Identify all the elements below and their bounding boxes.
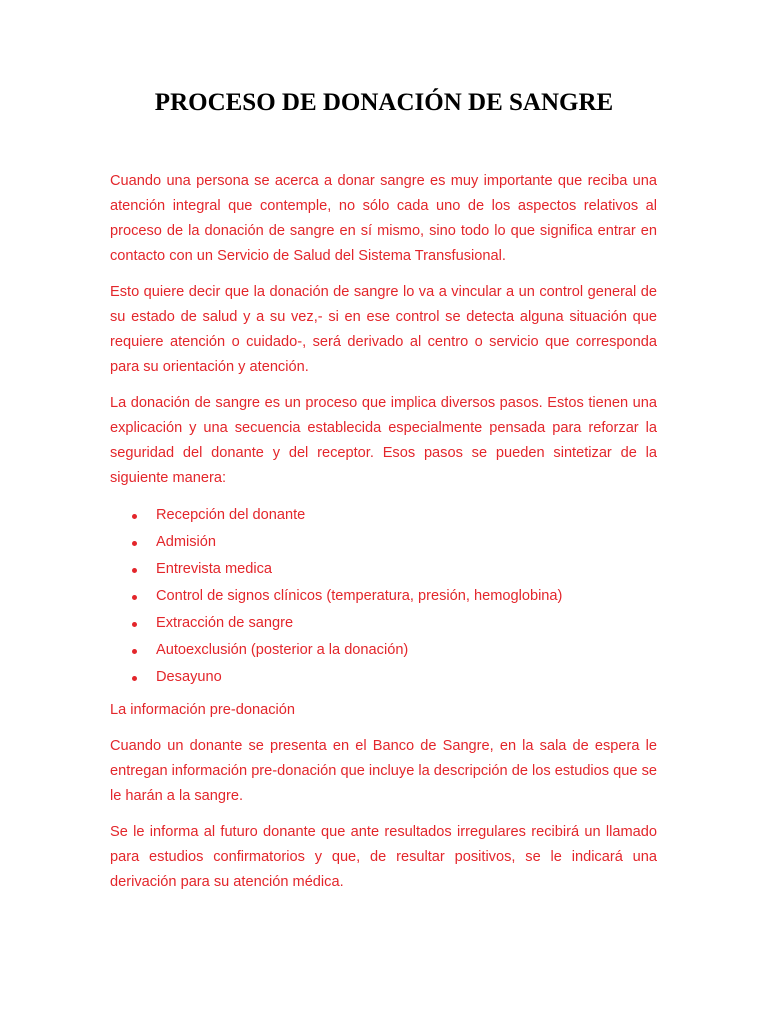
list-item [110, 583, 657, 610]
list-item-label: Desayuno [156, 669, 222, 685]
bullet-icon [132, 649, 137, 654]
page-title: PROCESO DE DONACIÓN DE SANGRE [154, 89, 614, 116]
document-body [110, 169, 657, 906]
section-subheading: La información pre-donación [110, 702, 295, 718]
intro-paragraph-2: Esto quiere decir que la donación de sangre lo va a vincular a un control general de su estado de salud y a su vez,- si en ese control se detecta alguna situación que requiere atención o cuidado-, será derivado al centro o servicio que corresponda para su orientación y atención. [110, 284, 657, 375]
bullet-icon [132, 622, 137, 627]
bullet-icon [132, 568, 137, 573]
list-item [110, 637, 657, 664]
list-item-label: Control de signos clínicos (temperatura, presión, hemoglobina) [156, 588, 563, 604]
list-item-label: Autoexclusión (posterior a la donación) [156, 642, 409, 658]
list-item-label: Extracción de sangre [156, 615, 294, 631]
bullet-icon [132, 595, 137, 600]
list-item [110, 610, 657, 637]
list-item [110, 502, 657, 529]
steps-list [110, 502, 657, 691]
bullet-icon [132, 541, 137, 546]
list-item [110, 556, 657, 583]
list-item-label: Recepción del donante [156, 507, 306, 523]
after-paragraph-2: Se le informa al futuro donante que ante resultados irregulares recibirá un llamado para estudios confirmatorios y que, de resultar positivos, se le indicará una derivación para su atención médica. [110, 824, 657, 890]
intro-paragraph-1: Cuando una persona se acerca a donar sangre es muy importante que reciba una atención integral que contemple, no sólo cada uno de los aspectos relativos al proceso de la donación de sangre en sí mismo, sino todo lo que significa entrar en contacto con un Servicio de Salud del Sistema Transfusional. [110, 173, 657, 264]
bullet-icon [132, 676, 137, 681]
bullet-icon [132, 514, 137, 519]
intro-paragraph-3: La donación de sangre es un proceso que implica diversos pasos. Estos tienen una explicación y una secuencia establecida especialmente pensada para reforzar la seguridad del donante y del receptor. Esos pasos se pueden sintetizar de la siguiente manera: [110, 395, 657, 486]
list-item-label: Admisión [156, 534, 217, 550]
after-paragraph-1: Cuando un donante se presenta en el Banco de Sangre, en la sala de espera le entregan información pre-donación que incluye la descripción de los estudios que se le harán a la sangre. [110, 738, 657, 804]
list-item [110, 529, 657, 556]
list-item-label: Entrevista medica [156, 561, 272, 577]
list-item [110, 664, 657, 691]
